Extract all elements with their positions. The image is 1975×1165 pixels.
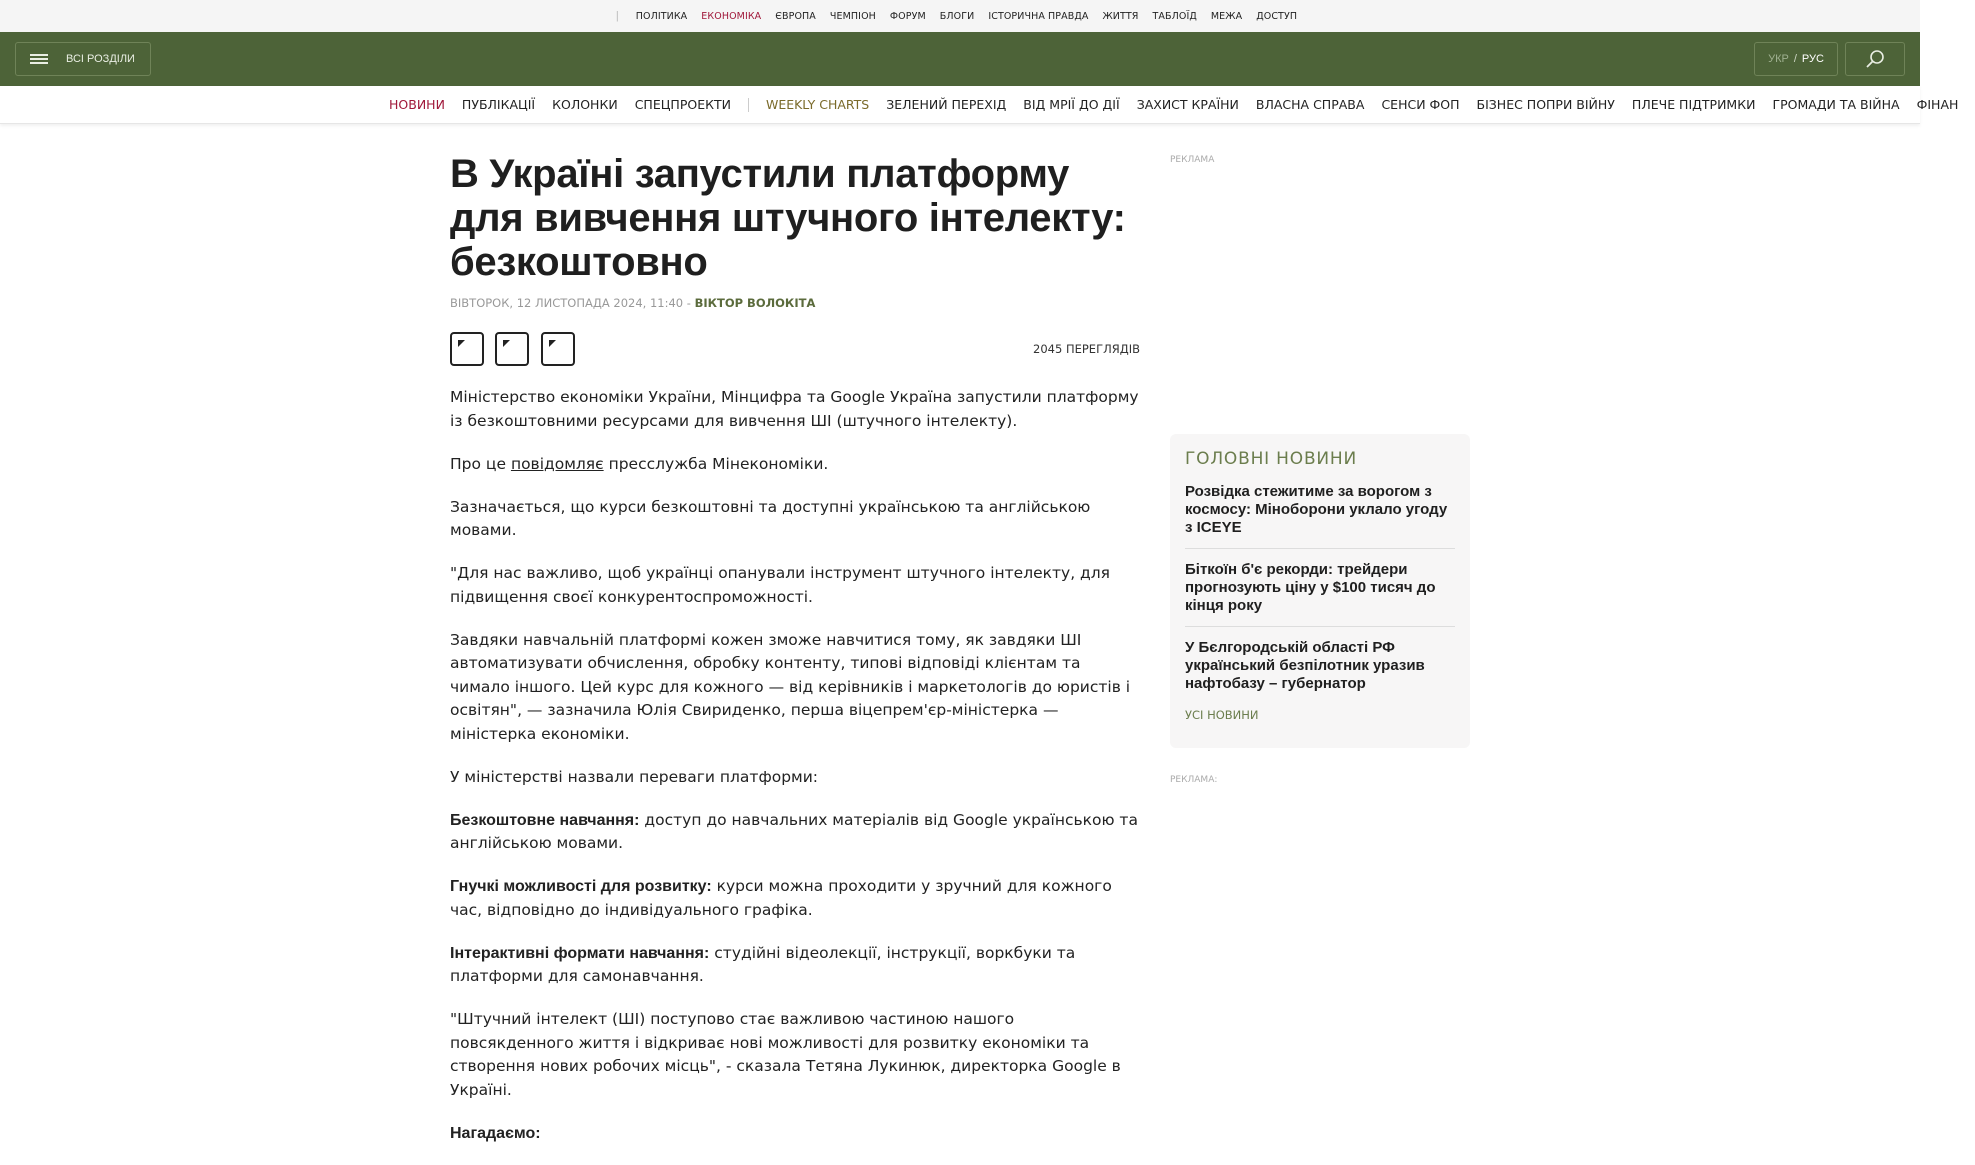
- nav-news[interactable]: НОВИНИ: [389, 97, 445, 112]
- all-sections-label: ВСІ РОЗДІЛИ: [66, 53, 135, 65]
- nav-business-despite-war[interactable]: БІЗНЕС ПОПРИ ВІЙНУ: [1476, 97, 1615, 112]
- ad-label: РЕКЛАМА: [1170, 155, 1215, 165]
- paragraph: У міністерстві назвали переваги платформи:: [450, 767, 819, 786]
- topbar-link-europe[interactable]: ЄВРОПА: [775, 10, 816, 22]
- network-topbar: [0, 0, 1920, 32]
- source-link[interactable]: повідомляє: [510, 454, 604, 473]
- menu-icon: [30, 54, 48, 64]
- all-news-link[interactable]: УСІ НОВИНИ: [1185, 708, 1259, 722]
- lang-ukr[interactable]: УКР: [1768, 53, 1789, 65]
- news-item: [1185, 469, 1455, 549]
- nav-special-projects[interactable]: СПЕЦПРОЕКТИ: [634, 97, 731, 112]
- news-item: [1185, 549, 1455, 627]
- paragraph: "Штучний інтелект (ШІ) поступово стає важливою частиною нашого повсякденного життя і відкриває нові можливості для розвитку економіки та створення нових робочих місць", - сказала Тетяна Лукинюк, директорка Google в Україні.: [450, 1010, 1121, 1099]
- article: [450, 152, 1140, 1165]
- news-item: [1185, 627, 1455, 704]
- news-link[interactable]: Розвідка стежитиме за ворогом з космосу: Міноборони уклало угоду з ICEYE: [1185, 483, 1448, 536]
- benefit-item: Гнучкі можливості для розвитку: курси можна проходити у зручний для кожного час, відповідно до індивідуального графіка.: [450, 877, 1112, 919]
- search-button[interactable]: [1845, 42, 1905, 76]
- topbar-link-mezha[interactable]: МЕЖА: [1210, 10, 1243, 22]
- top-news-title: ГОЛОВНІ НОВИНИ: [1185, 449, 1358, 469]
- article-body: [450, 386, 1140, 1145]
- nav-green-transition[interactable]: ЗЕЛЕНИЙ ПЕРЕХІД: [886, 97, 1007, 112]
- topbar-link-forum[interactable]: ФОРУМ: [889, 10, 926, 22]
- benefit-item: Безкоштовне навчання: доступ до навчальних матеріалів від Google українською та англійською мовами.: [450, 810, 1138, 852]
- topbar-separator: |: [615, 10, 619, 22]
- share-telegram-button[interactable]: [541, 332, 575, 366]
- nav-dream-to-action[interactable]: ВІД МРІЇ ДО ДІЇ: [1023, 97, 1120, 112]
- share-facebook-button[interactable]: [450, 332, 484, 366]
- paragraph: Завдяки навчальній платформі кожен зможе навчитися тому, як завдяки ШІ автоматизувати обчислення, обробку контенту, типові відповіді клієнтам та чимало іншого. Цей курс для кожного — від керівників і маркетологів до юристів і освітян", — зазначила Юлія Свириденко, перша віцепрем'єр-міністерка — міністерка економіки.: [450, 630, 1131, 743]
- nav-country-defense[interactable]: ЗАХИСТ КРАЇНИ: [1136, 97, 1239, 112]
- ad-label: РЕКЛАМА:: [1170, 775, 1218, 785]
- benefit-item: Інтерактивні формати навчання: студійні відеолекції, інструкції, воркбуки та платформи для самонавчання.: [450, 943, 1076, 985]
- article-date: ВІВТОРОК, 12 ЛИСТОПАДА 2024, 11:40 -: [450, 296, 691, 310]
- topbar-link-life[interactable]: ЖИТТЯ: [1102, 10, 1139, 22]
- paragraph: Міністерство економіки України, Мінцифра та Google Україна запустили платформу із безкоштовними ресурсами для вивчення ШІ (штучного інтелекту).: [450, 388, 1139, 430]
- article-meta: [450, 296, 1140, 310]
- nav-communities-war[interactable]: ГРОМАДИ ТА ВІЙНА: [1772, 97, 1900, 112]
- article-author[interactable]: ВІКТОР ВОЛОКІТА: [694, 296, 816, 310]
- all-sections-button[interactable]: [15, 42, 151, 76]
- paragraph: Нагадаємо:: [450, 1124, 541, 1142]
- share-icon: [501, 338, 523, 360]
- topbar-link-dostup[interactable]: ДОСТУП: [1256, 10, 1298, 22]
- views-count: 2045 ПЕРЕГЛЯДІВ: [1033, 342, 1140, 356]
- topbar-link-tabloid[interactable]: ТАБЛОЇД: [1152, 10, 1197, 22]
- share-icon: [456, 338, 478, 360]
- share-row: [450, 332, 1140, 368]
- paragraph: Зазначається, що курси безкоштовні та доступні українською та англійською мовами.: [450, 497, 1091, 539]
- share-icon: [547, 338, 569, 360]
- nav-columns[interactable]: КОЛОНКИ: [552, 97, 618, 112]
- paragraph: "Для нас важливо, щоб українці опанували інструмент штучного інтелекту, для підвищення своєї конкурентоспроможності.: [450, 564, 1111, 606]
- topbar-link-politics[interactable]: ПОЛІТИКА: [635, 10, 688, 22]
- topbar-link-blogs[interactable]: БЛОГИ: [939, 10, 975, 22]
- language-switcher: УКР / РУС: [1754, 42, 1838, 76]
- topbar-link-economics[interactable]: ЕКОНОМІКА: [701, 10, 762, 22]
- nav-weekly-charts[interactable]: WEEKLY CHARTS: [765, 97, 870, 112]
- paragraph: Про це повідомляє пресслужба Мінекономіки.: [450, 454, 829, 473]
- news-link[interactable]: У Бєлгородській області РФ український безпілотник уразив нафтобазу – губернатор: [1185, 639, 1425, 692]
- site-header: [0, 32, 1920, 86]
- nav-publications[interactable]: ПУБЛІКАЦІЇ: [461, 97, 536, 112]
- main-navigation: [0, 86, 1959, 124]
- nav-finance[interactable]: ФІНАН: [1916, 97, 1959, 112]
- search-icon: [1865, 49, 1885, 69]
- nav-own-business[interactable]: ВЛАСНА СПРАВА: [1255, 97, 1365, 112]
- top-news-box: [1170, 434, 1470, 748]
- share-twitter-button[interactable]: [495, 332, 529, 366]
- topbar-link-champion[interactable]: ЧЕМПІОН: [829, 10, 876, 22]
- nav-divider: [748, 98, 749, 112]
- topbar-link-history[interactable]: ІСТОРИЧНА ПРАВДА: [988, 10, 1089, 22]
- article-title: В Україні запустили платформу для вивчення штучного інтелекту: безкоштовно: [450, 152, 1126, 284]
- lang-rus[interactable]: РУС: [1801, 53, 1824, 65]
- news-link[interactable]: Біткоїн б'є рекорди: трейдери прогнозують ціну у $100 тисяч до кінця року: [1185, 561, 1436, 614]
- nav-support-shoulder[interactable]: ПЛЕЧЕ ПІДТРИМКИ: [1631, 97, 1756, 112]
- nav-fop-senses[interactable]: СЕНСИ ФОП: [1381, 97, 1460, 112]
